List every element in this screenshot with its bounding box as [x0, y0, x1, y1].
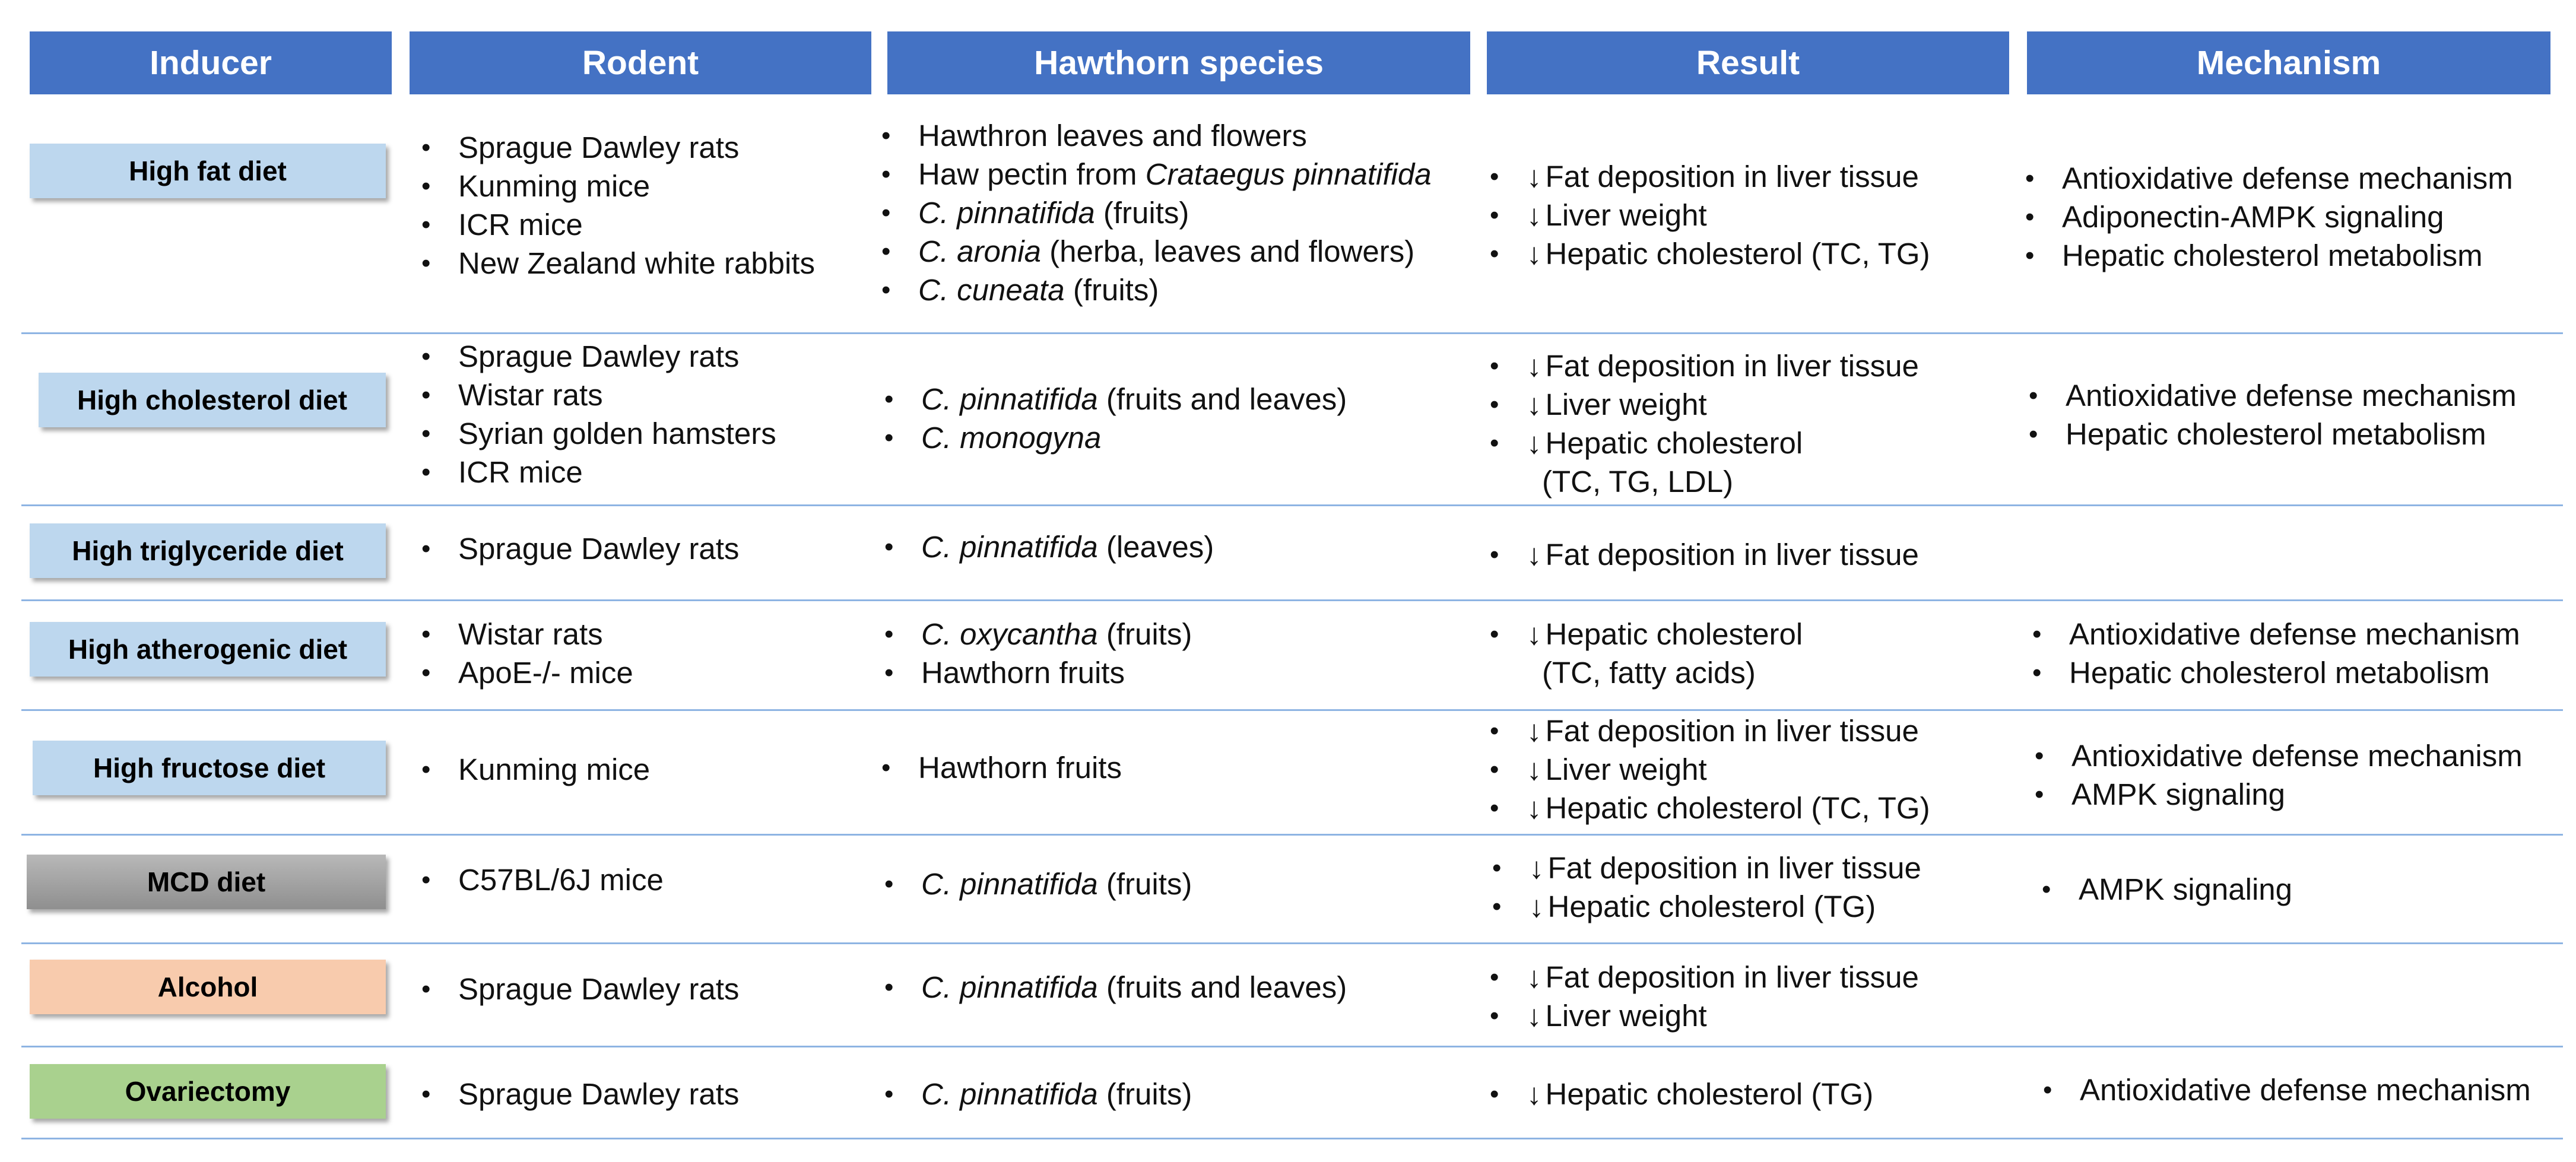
list-item: • ↓ Fat deposition in liver tissue [1492, 849, 1921, 887]
list-item: • ↓ Hepatic cholesterol (TC, TG) [1490, 789, 1930, 827]
species-list [881, 748, 1122, 787]
list-item: • ↓ Liver weight [1490, 750, 1930, 789]
rodent-list [421, 970, 739, 1008]
down-arrow-icon: ↓ [1527, 714, 1542, 748]
list-item: • ↓ Hepatic cholesterol [1490, 615, 1803, 653]
list-item: • ↓ Hepatic cholesterol (TG) [1492, 887, 1921, 926]
row-divider [21, 709, 2563, 711]
down-arrow-icon: ↓ [1527, 753, 1542, 786]
row-divider [21, 834, 2563, 836]
mechanism-list [2025, 159, 2513, 275]
list-item: • Kunming mice [421, 750, 650, 789]
list-item: • Sprague Dawley rats [421, 970, 739, 1008]
list-item: • Wistar rats [421, 376, 776, 414]
result-list [1490, 157, 1930, 273]
species-list [884, 615, 1192, 692]
list-item: • Hepatic cholesterol metabolism [2025, 236, 2513, 275]
list-item: • Antioxidative defense mechanism [2029, 376, 2517, 415]
list-item: • Syrian golden hamsters [421, 414, 776, 453]
list-item: • ↓ Fat deposition in liver tissue [1490, 712, 1930, 750]
down-arrow-icon: ↓ [1529, 890, 1544, 923]
list-item: • Hawthron leaves and flowers [881, 116, 1432, 155]
species-list [884, 968, 1347, 1007]
list-item: • ↓ Hepatic cholesterol (TG) [1490, 1075, 1873, 1113]
inducer-badge-high-fat-diet: High fat diet [30, 144, 386, 198]
list-item: • Antioxidative defense mechanism [2043, 1071, 2531, 1109]
list-item: • C. pinnatifida (fruits) [884, 1075, 1192, 1113]
list-item: • C. oxycantha (fruits) [884, 615, 1192, 653]
rodent-list [421, 529, 739, 568]
list-item: • C. pinnatifida (fruits) [884, 865, 1192, 903]
mechanism-list [2035, 736, 2523, 814]
species-list [881, 116, 1432, 309]
inducer-badge-alcohol: Alcohol [30, 960, 386, 1014]
down-arrow-icon: ↓ [1527, 617, 1542, 651]
mechanism-list [2032, 615, 2520, 692]
list-item-continuation: (TC, fatty acids) [1542, 656, 1756, 690]
result-list [1490, 615, 1803, 692]
list-item: • C. cuneata (fruits) [881, 271, 1432, 309]
list-item: • AMPK signaling [2042, 870, 2292, 909]
row-divider [21, 1138, 2563, 1139]
inducer-badge-high-fructose-diet: High fructose diet [33, 741, 386, 795]
down-arrow-icon: ↓ [1527, 426, 1542, 460]
down-arrow-icon: ↓ [1527, 1077, 1542, 1111]
inducer-badge-ovariectomy: Ovariectomy [30, 1064, 386, 1119]
list-item: • AMPK signaling [2035, 775, 2523, 814]
result-list [1490, 347, 1919, 501]
list-item: • Sprague Dawley rats [421, 1075, 739, 1113]
mechanism-list [2029, 376, 2517, 453]
header-inducer: Inducer [30, 31, 392, 94]
inducer-badge-high-triglyceride-diet: High triglyceride diet [30, 523, 386, 578]
list-item: • Antioxidative defense mechanism [2032, 615, 2520, 653]
down-arrow-icon: ↓ [1527, 791, 1542, 825]
row-divider [21, 1046, 2563, 1047]
list-item: • Hepatic cholesterol metabolism [2032, 653, 2520, 692]
down-arrow-icon: ↓ [1527, 999, 1542, 1033]
species-list [884, 865, 1192, 903]
result-list [1490, 712, 1930, 827]
mechanism-list [2042, 870, 2292, 909]
down-arrow-icon: ↓ [1527, 388, 1542, 421]
header-mechanism: Mechanism [2027, 31, 2550, 94]
rodent-list [421, 128, 815, 282]
header-result: Result [1487, 31, 2009, 94]
list-item: • C. pinnatifida (fruits and leaves) [884, 380, 1347, 418]
list-item: • C. pinnatifida (leaves) [884, 528, 1214, 566]
down-arrow-icon: ↓ [1527, 960, 1542, 994]
list-item: • Sprague Dawley rats [421, 128, 815, 167]
inducer-badge-mcd-diet: MCD diet [27, 855, 386, 909]
down-arrow-icon: ↓ [1529, 851, 1544, 885]
list-item: • ↓ Liver weight [1490, 196, 1930, 234]
species-list [884, 1075, 1192, 1113]
list-item: • C57BL/6J mice [421, 861, 664, 899]
result-list [1490, 958, 1919, 1035]
rodent-list [421, 615, 633, 692]
result-list [1490, 1075, 1873, 1113]
list-item: • Antioxidative defense mechanism [2035, 736, 2523, 775]
rodent-list [421, 750, 650, 789]
list-item: • Wistar rats [421, 615, 633, 653]
list-item: • ICR mice [421, 205, 815, 244]
species-list [884, 528, 1214, 566]
list-item: • ↓ Liver weight [1490, 385, 1919, 424]
list-item: • New Zealand white rabbits [421, 244, 815, 282]
list-item: • Sprague Dawley rats [421, 529, 739, 568]
list-item: • C. aronia (herba, leaves and flowers) [881, 232, 1432, 271]
rodent-list [421, 1075, 739, 1113]
result-list [1490, 535, 1919, 574]
result-list [1492, 849, 1921, 926]
list-item: • ICR mice [421, 453, 776, 491]
row-divider [21, 599, 2563, 601]
list-item-continuation: (TC, TG, LDL) [1542, 465, 1734, 499]
list-item: • C. pinnatifida (fruits and leaves) [884, 968, 1347, 1007]
list-item: • ↓ Fat deposition in liver tissue [1490, 347, 1919, 385]
list-item: • C. monogyna [884, 418, 1347, 457]
list-item: • ↓ Fat deposition in liver tissue [1490, 157, 1930, 196]
list-item: • ApoE-/- mice [421, 653, 633, 692]
list-item: • Hepatic cholesterol metabolism [2029, 415, 2517, 453]
row-divider [21, 332, 2563, 334]
list-item: • ↓ Hepatic cholesterol (TC, TG) [1490, 234, 1930, 273]
row-divider [21, 504, 2563, 506]
header-hawthorn-species: Hawthorn species [887, 31, 1470, 94]
rodent-list [421, 861, 664, 899]
list-item: • ↓ Hepatic cholesterol [1490, 424, 1919, 462]
list-item: • Adiponectin-AMPK signaling [2025, 198, 2513, 236]
species-list [884, 380, 1347, 457]
inducer-badge-high-atherogenic-diet: High atherogenic diet [30, 622, 386, 677]
header-rodent: Rodent [410, 31, 871, 94]
list-item: • ↓ Liver weight [1490, 996, 1919, 1035]
inducer-badge-high-cholesterol-diet: High cholesterol diet [39, 373, 386, 427]
list-item: • C. pinnatifida (fruits) [881, 193, 1432, 232]
row-divider [21, 942, 2563, 944]
rodent-list [421, 337, 776, 491]
down-arrow-icon: ↓ [1527, 538, 1542, 572]
list-item: • Sprague Dawley rats [421, 337, 776, 376]
down-arrow-icon: ↓ [1527, 237, 1542, 271]
down-arrow-icon: ↓ [1527, 198, 1542, 232]
list-item: • ↓ Fat deposition in liver tissue [1490, 958, 1919, 996]
list-item: • Haw pectin from Crataegus pinnatifida [881, 155, 1432, 193]
list-item: • ↓ Fat deposition in liver tissue [1490, 535, 1919, 574]
list-item: • Antioxidative defense mechanism [2025, 159, 2513, 198]
down-arrow-icon: ↓ [1527, 349, 1542, 383]
mechanism-list [2043, 1071, 2531, 1109]
list-item: • Kunming mice [421, 167, 815, 205]
list-item: • Hawthorn fruits [881, 748, 1122, 787]
down-arrow-icon: ↓ [1527, 160, 1542, 193]
list-item: • Hawthorn fruits [884, 653, 1192, 692]
